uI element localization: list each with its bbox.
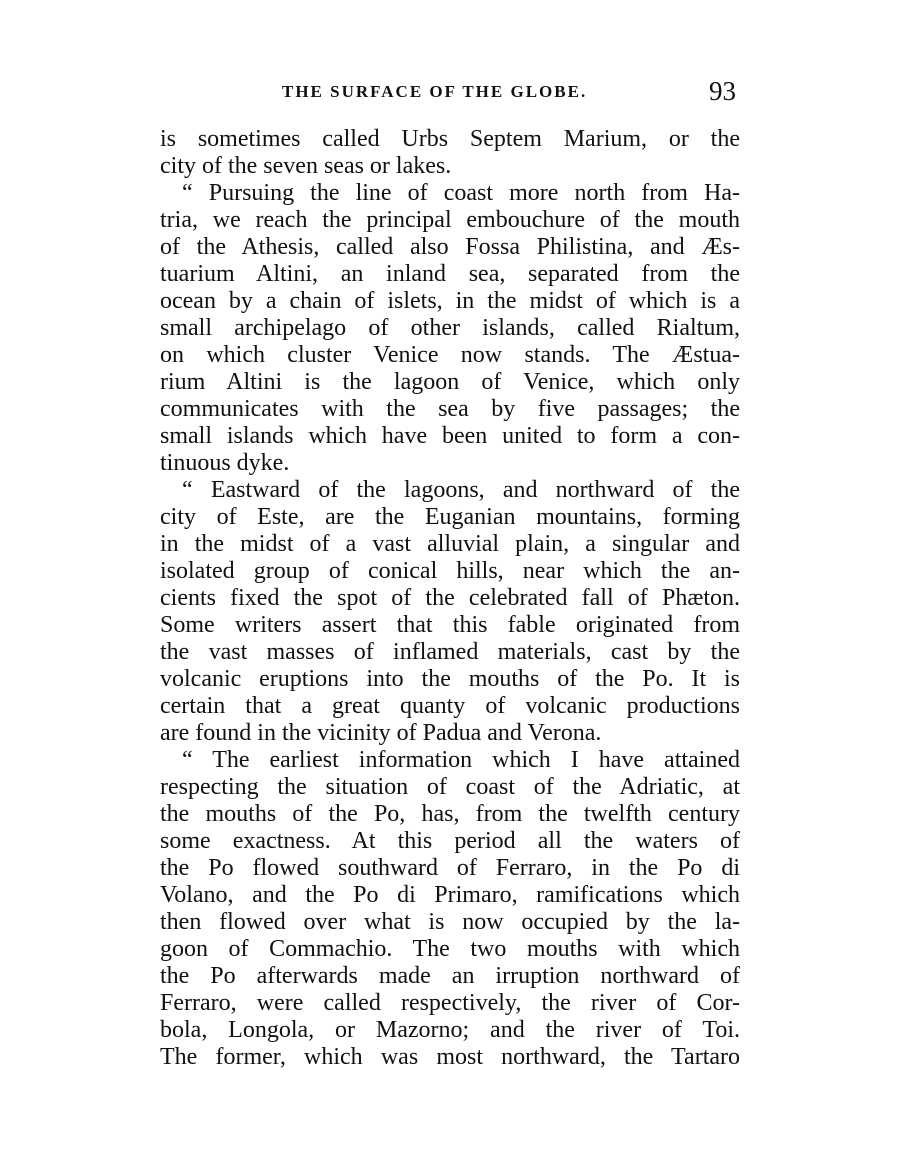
text-line: communicates with the sea by five passages; the <box>160 396 740 422</box>
text-line: tinuous dyke. <box>160 450 290 476</box>
text-line: small islands which have been united to form a con- <box>160 423 740 449</box>
text-line: of the Athesis, called also Fossa Philistina, and Æs- <box>160 234 740 260</box>
text-line: “ Eastward of the lagoons, and northward of the <box>182 477 740 503</box>
text-line: ocean by a chain of islets, in the midst of which is a <box>160 288 740 314</box>
text-line: rium Altini is the lagoon of Venice, which only <box>160 369 740 395</box>
paragraph <box>160 126 740 180</box>
text-line: volcanic eruptions into the mouths of the Po. It is <box>160 666 740 692</box>
running-title: THE SURFACE OF THE GLOBE. <box>282 82 588 101</box>
page-number: 93 <box>709 76 736 106</box>
text-line: city of Este, are the Euganian mountains, forming <box>160 504 740 530</box>
text-line: “ The earliest information which I have attained <box>182 747 740 773</box>
text-line: respecting the situation of coast of the Adriatic, at <box>160 774 740 800</box>
text-line: then flowed over what is now occupied by the la- <box>160 909 740 935</box>
text-line: are found in the vicinity of Padua and Verona. <box>160 720 602 746</box>
text-line: the Po afterwards made an irruption northward of <box>160 963 740 989</box>
text-line: cients fixed the spot of the celebrated fall of Phæton. <box>160 585 740 611</box>
text-line: “ Pursuing the line of coast more north from Ha- <box>182 180 740 206</box>
text-line: city of the seven seas or lakes. <box>160 153 452 179</box>
text-line: some exactness. At this period all the waters of <box>160 828 740 854</box>
text-line: goon of Commachio. The two mouths with which <box>160 936 740 962</box>
text-line: The former, which was most northward, the Tartaro <box>160 1044 740 1070</box>
text-line: the mouths of the Po, has, from the twelfth century <box>160 801 740 827</box>
text-line: certain that a great quanty of volcanic productions <box>160 693 740 719</box>
text-line: small archipelago of other islands, called Rialtum, <box>160 315 740 341</box>
text-line: tria, we reach the principal embouchure of the mouth <box>160 207 740 233</box>
text-line: the vast masses of inflamed materials, cast by the <box>160 639 740 665</box>
paragraph <box>160 180 740 477</box>
text-line: on which cluster Venice now stands. The Æstua- <box>160 342 740 368</box>
text-line: the Po flowed southward of Ferraro, in the Po di <box>160 855 740 881</box>
page-header <box>160 78 740 112</box>
text-line: isolated group of conical hills, near which the an- <box>160 558 740 584</box>
text-line: bola, Longola, or Mazorno; and the river of Toi. <box>160 1017 740 1043</box>
text-line: in the midst of a vast alluvial plain, a singular and <box>160 531 740 557</box>
body-text <box>160 126 740 1071</box>
text-line: Volano, and the Po di Primaro, ramifications which <box>160 882 740 908</box>
text-line: Some writers assert that this fable originated from <box>160 612 740 638</box>
text-line: Ferraro, were called respectively, the river of Cor- <box>160 990 740 1016</box>
text-line: tuarium Altini, an inland sea, separated from the <box>160 261 740 287</box>
paragraph <box>160 747 740 1071</box>
paragraph <box>160 477 740 747</box>
text-line: is sometimes called Urbs Septem Marium, or the <box>160 126 740 152</box>
